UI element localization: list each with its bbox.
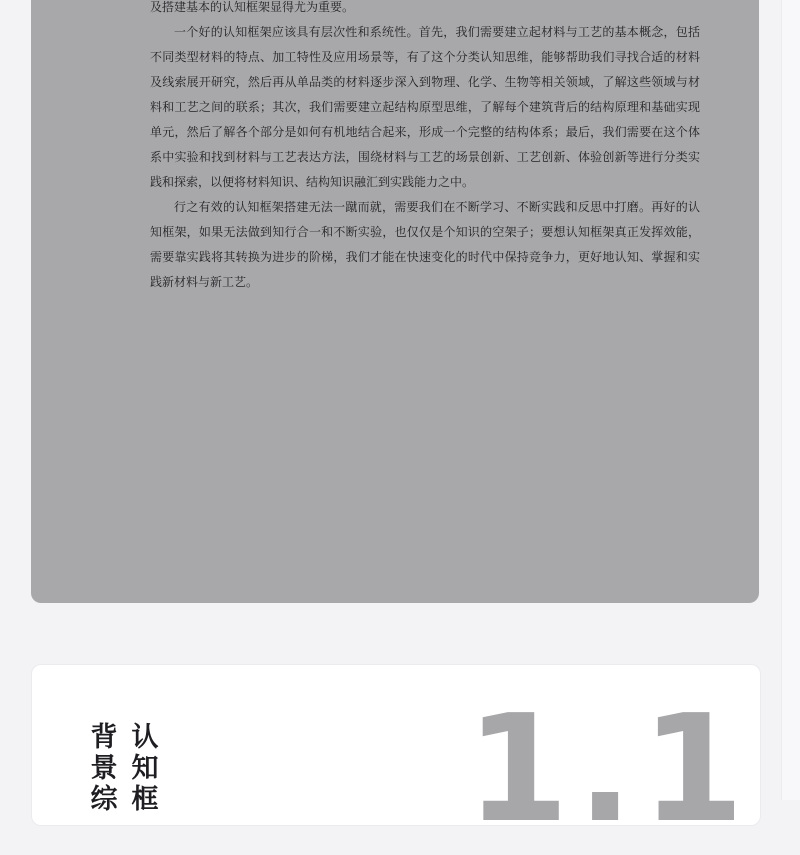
section-title-char: 知	[131, 753, 159, 784]
paragraph-3: 行之有效的认知框架搭建无法一蹴而就，需要我们在不断学习、不断实践和反思中打磨。再好的认知框架，如果无法做到知行合一和不断实验，也仅仅是个知识的空架子；要想认知框架真正发挥效能，需要靠实践将其转换为进步的阶梯，我们才能在快速变化的时代中保持竞争力，更好地认知、掌握和实践新材料与新工艺。	[150, 200, 700, 289]
paragraph-1: 及搭建基本的认知框架显得尤为重要。	[150, 0, 355, 14]
section-title-column-1	[89, 722, 119, 815]
section-number: 1.1	[466, 683, 753, 855]
article-body	[150, 0, 700, 295]
page-edge-strip	[781, 0, 800, 800]
section-title-char: 认	[131, 722, 159, 753]
section-title-char: 综	[90, 784, 118, 815]
section-title-column-2	[130, 722, 160, 815]
section-title-char: 背	[90, 722, 118, 753]
section-title-char: 景	[90, 753, 118, 784]
section-title-char: 框	[131, 784, 159, 815]
paragraph-2: 一个好的认知框架应该具有层次性和系统性。首先，我们需要建立起材料与工艺的基本概念，包括不同类型材料的特点、加工特性及应用场景等，有了这个分类认知思维，能够帮助我们寻找合适的材料及线索展开研究，然后再从单品类的材料逐步深入到物理、化学、生物等相关领域，了解这些领域与材料和工艺之间的联系；其次，我们需要建立起结构原型思维，了解每个建筑背后的结构原理和基础实现单元，然后了解各个部分是如何有机地结合起来，形成一个完整的结构体系；最后，我们需要在这个体系中实验和找到材料与工艺表达方法，围绕材料与工艺的场景创新、工艺创新、体验创新等进行分类实践和探索，以便将材料知识、结构知识融汇到实践能力之中。	[150, 25, 700, 189]
